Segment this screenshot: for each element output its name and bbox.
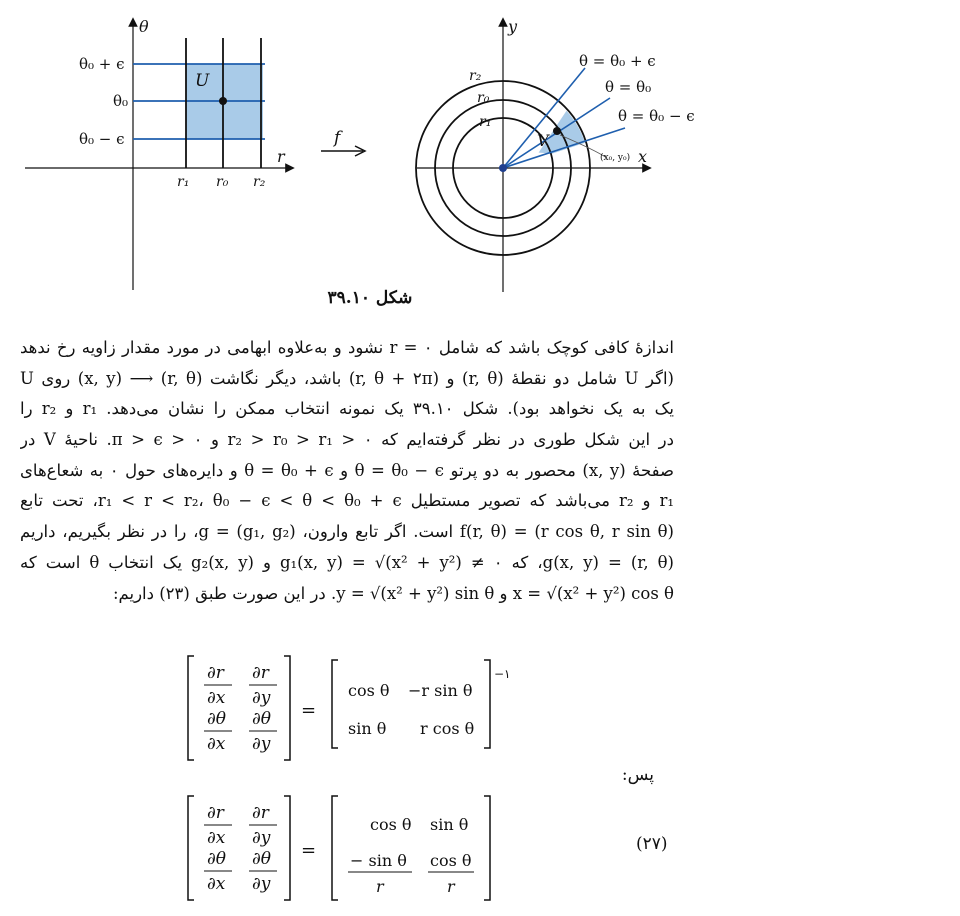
- ray-label-lower: θ = θ₀ − ϵ: [618, 107, 695, 125]
- text-line: r₁ و r₂ می‌باشد که تصویر مستطیل r₁ < r < r₂، θ₀ − ϵ < θ < θ₀ + ϵ، تحت تابع: [20, 491, 674, 511]
- equation-1: [180, 648, 530, 766]
- text-line: صفحهٔ (x, y) محصور به دو پرتو θ = θ₀ − ϵ و θ = θ₀ + ϵ و دایره‌های حول ۰ به شعاع‌های: [20, 460, 674, 480]
- ray-label-upper: θ = θ₀ + ϵ: [579, 52, 656, 70]
- circle-label-r2: r₂: [469, 68, 482, 84]
- matrix-entry: −r sin θ: [408, 681, 473, 700]
- equation-2: [180, 788, 530, 906]
- frac-num: ∂r: [207, 663, 224, 683]
- frac-num: ∂r: [252, 663, 269, 683]
- theta-tick-mid: θ₀: [113, 92, 129, 110]
- r-tick-r0: r₀: [216, 174, 229, 190]
- matrix-entry: cos θ: [348, 681, 390, 700]
- frac-num: − sin θ: [350, 851, 407, 870]
- text-line: x = √(x² + y²) cos θ و y = √(x² + y²) sin θ. در این صورت طبق (۲۳) داریم:: [112, 583, 674, 603]
- r-tick-r1: r₁: [177, 174, 190, 190]
- text-line: (r, θ) = g(x, y)، که g₁(x, y) = √(x² + y²) ≠ ۰ و g₂(x, y) یک انتخاب θ است که: [20, 552, 674, 572]
- x-axis-label: x: [638, 147, 648, 166]
- equation-number: (۲۷): [636, 834, 668, 854]
- point-x0y0: [553, 127, 561, 135]
- region-u-label: U: [195, 71, 210, 91]
- text-line: f(r, θ) = (r cos θ, r sin θ) است. اگر تابع وارون، g = (g₁, g₂)، را در نظر بگیریم، داریم: [20, 522, 674, 542]
- figure-caption: شکل ۳۹.۱۰: [327, 288, 413, 308]
- frac-den: ∂x: [207, 734, 226, 754]
- map-arrow: [315, 125, 375, 165]
- circle-label-r0: r₀: [477, 90, 490, 106]
- frac-den: r: [447, 877, 455, 896]
- region-v-label: V: [537, 131, 549, 150]
- circle-label-r1: r₁: [479, 114, 492, 130]
- frac-num: ∂θ: [207, 709, 227, 729]
- theta-tick-top: θ₀ + ϵ: [79, 55, 125, 73]
- exponent: −۱: [494, 667, 511, 681]
- svg-text:=: =: [301, 840, 317, 861]
- frac-den: ∂y: [252, 874, 271, 894]
- matrix-entry: cos θ: [370, 815, 412, 834]
- frac-den: ∂x: [207, 688, 226, 708]
- theta-tick-bottom: θ₀ − ϵ: [79, 130, 125, 148]
- frac-den: ∂x: [207, 828, 226, 848]
- text-line: (اگر U شامل دو نقطهٔ (r, θ) و (r, θ + ۲π) باشد، دیگر نگاشت (r, θ) ⟶ (x, y) روی U: [20, 368, 674, 388]
- matrix-entry: sin θ: [430, 815, 469, 834]
- frac-den: ∂y: [252, 734, 271, 754]
- frac-num: ∂θ: [252, 709, 272, 729]
- frac-num: ∂r: [252, 803, 269, 823]
- body-paragraph: [20, 333, 674, 609]
- theta-axis-label: θ: [139, 17, 149, 36]
- right-plot: [395, 10, 715, 295]
- r-tick-r2: r₂: [253, 174, 266, 190]
- pas-word: پس:: [621, 765, 654, 785]
- ray-upper: [503, 68, 585, 168]
- y-axis-label: y: [508, 17, 518, 36]
- matrix-entry: sin θ: [348, 719, 387, 738]
- left-plot: [15, 10, 305, 295]
- ray-label-mid: θ = θ₀: [605, 78, 652, 96]
- frac-num: cos θ: [430, 851, 472, 870]
- frac-den: ∂y: [252, 688, 271, 708]
- frac-num: ∂θ: [252, 849, 272, 869]
- center-point: [219, 97, 227, 105]
- point-label: (x₀, y₀): [600, 153, 631, 163]
- frac-num: ∂r: [207, 803, 224, 823]
- frac-num: ∂θ: [207, 849, 227, 869]
- svg-text:=: =: [301, 700, 317, 721]
- text-line: در این شکل طوری در نظر گرفته‌ایم که r₂ > r₀ > r₁ > ۰ و π > ϵ > ۰. ناحیهٔ V در: [20, 430, 674, 450]
- text-line: یک به یک نخواهد بود). شکل ۳۹.۱۰ یک نمونه انتخاب ممکن را نشان می‌دهد. r₁ و r₂ را: [20, 399, 674, 419]
- frac-den: ∂x: [207, 874, 226, 894]
- frac-den: ∂y: [252, 828, 271, 848]
- map-label: f: [334, 128, 341, 148]
- r-axis-label: r: [277, 147, 285, 166]
- text-line: اندازهٔ کافی کوچک باشد که شامل ۰ = r نشود و به‌علاوه ابهامی در مورد مقدار زاویه رخ ندهد: [20, 338, 674, 357]
- matrix-entry: r cos θ: [420, 719, 475, 738]
- frac-den: r: [376, 877, 384, 896]
- origin-point: [499, 164, 507, 172]
